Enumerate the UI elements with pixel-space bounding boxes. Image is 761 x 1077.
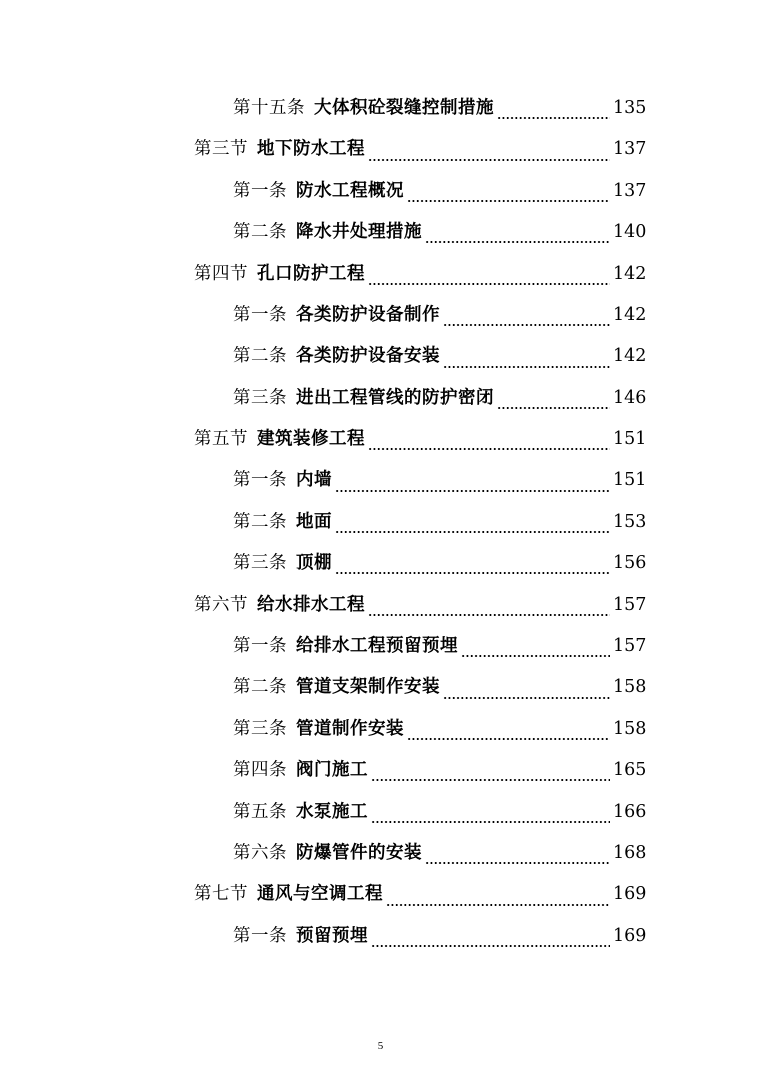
toc-entry-page-number: 166 — [613, 801, 647, 822]
toc-entry-number: 第三条 — [233, 553, 287, 574]
toc-entry-title: 防水工程概况 — [296, 180, 404, 201]
toc-entry-number: 第一条 — [233, 180, 287, 201]
toc-entry-page-number: 157 — [613, 594, 647, 615]
toc-entry-number: 第二条 — [233, 346, 287, 367]
toc-section-entry[interactable] — [0, 874, 761, 915]
toc-entry-number: 第五条 — [233, 801, 287, 822]
toc-entry-number: 第五节 — [194, 429, 248, 450]
toc-article-entry[interactable] — [0, 792, 761, 833]
toc-entry-number: 第四条 — [233, 760, 287, 781]
toc-entry-page-number: 158 — [613, 718, 647, 739]
toc-entry-title: 管道制作安装 — [296, 718, 404, 739]
toc-entry-number: 第二条 — [233, 677, 287, 698]
dot-leader — [443, 310, 610, 327]
toc-entry-page-number: 142 — [613, 304, 647, 325]
toc-article-entry[interactable] — [0, 502, 761, 543]
dot-leader — [407, 186, 610, 203]
dot-leader — [407, 724, 610, 741]
dot-leader — [443, 683, 610, 700]
dot-leader — [335, 558, 610, 575]
toc-entry-number: 第三条 — [233, 387, 287, 408]
dot-leader — [461, 641, 610, 658]
toc-entry-title: 防爆管件的安装 — [296, 842, 422, 863]
toc-article-entry[interactable] — [0, 461, 761, 502]
toc-entry-number: 第二条 — [233, 222, 287, 243]
toc-section-entry[interactable] — [0, 254, 761, 295]
page-number: 5 — [377, 1040, 384, 1052]
toc-entry-page-number: 169 — [613, 925, 647, 946]
toc-entry-title: 地面 — [296, 511, 332, 532]
toc-entry-title: 进出工程管线的防护密闭 — [296, 387, 494, 408]
toc-article-entry[interactable] — [0, 750, 761, 791]
toc-article-entry[interactable] — [0, 171, 761, 212]
toc-article-entry[interactable] — [0, 88, 761, 129]
table-of-contents — [0, 88, 761, 957]
toc-section-entry[interactable] — [0, 129, 761, 170]
dot-leader — [425, 848, 610, 865]
dot-leader — [443, 352, 610, 369]
toc-entry-title: 孔口防护工程 — [257, 263, 365, 284]
toc-entry-page-number: 156 — [613, 553, 647, 574]
toc-article-entry[interactable] — [0, 833, 761, 874]
toc-entry-page-number: 151 — [613, 429, 647, 450]
toc-article-entry[interactable] — [0, 378, 761, 419]
toc-entry-page-number: 142 — [613, 346, 647, 367]
toc-entry-number: 第三节 — [194, 139, 248, 160]
toc-article-entry[interactable] — [0, 626, 761, 667]
toc-entry-title: 给排水工程预留预埋 — [296, 636, 458, 657]
dot-leader — [371, 765, 610, 782]
toc-section-entry[interactable] — [0, 419, 761, 460]
toc-entry-number: 第二条 — [233, 511, 287, 532]
toc-entry-page-number: 169 — [613, 884, 647, 905]
dot-leader — [335, 517, 610, 534]
toc-entry-number: 第七节 — [194, 884, 248, 905]
toc-entry-number: 第一条 — [233, 304, 287, 325]
toc-entry-title: 各类防护设备安装 — [296, 346, 440, 367]
toc-entry-page-number: 158 — [613, 677, 647, 698]
toc-entry-page-number: 140 — [613, 222, 647, 243]
dot-leader — [368, 269, 610, 286]
toc-entry-number: 第三条 — [233, 718, 287, 739]
toc-entry-title: 地下防水工程 — [257, 139, 365, 160]
toc-article-entry[interactable] — [0, 543, 761, 584]
toc-article-entry[interactable] — [0, 336, 761, 377]
toc-article-entry[interactable] — [0, 709, 761, 750]
toc-entry-number: 第十五条 — [233, 97, 305, 118]
toc-entry-title: 给水排水工程 — [257, 594, 365, 615]
dot-leader — [497, 393, 610, 410]
toc-article-entry[interactable] — [0, 295, 761, 336]
toc-entry-number: 第一条 — [233, 636, 287, 657]
toc-entry-page-number: 165 — [613, 760, 647, 781]
toc-entry-page-number: 142 — [613, 263, 647, 284]
dot-leader — [425, 227, 610, 244]
toc-entry-title: 降水井处理措施 — [296, 222, 422, 243]
toc-entry-title: 预留预埋 — [296, 925, 368, 946]
toc-entry-page-number: 153 — [613, 511, 647, 532]
toc-article-entry[interactable] — [0, 667, 761, 708]
toc-entry-page-number: 137 — [613, 180, 647, 201]
toc-entry-title: 各类防护设备制作 — [296, 304, 440, 325]
dot-leader — [368, 600, 610, 617]
dot-leader — [368, 145, 610, 162]
toc-entry-title: 内墙 — [296, 470, 332, 491]
toc-entry-page-number: 146 — [613, 387, 647, 408]
toc-entry-title: 水泵施工 — [296, 801, 368, 822]
toc-entry-page-number: 157 — [613, 636, 647, 657]
toc-entry-page-number: 151 — [613, 470, 647, 491]
toc-article-entry[interactable] — [0, 916, 761, 957]
toc-entry-title: 顶棚 — [296, 553, 332, 574]
dot-leader — [497, 103, 610, 120]
toc-entry-title: 通风与空调工程 — [257, 884, 383, 905]
toc-entry-title: 建筑装修工程 — [257, 429, 365, 450]
toc-entry-number: 第一条 — [233, 925, 287, 946]
toc-entry-number: 第六节 — [194, 594, 248, 615]
dot-leader — [368, 434, 610, 451]
dot-leader — [386, 890, 610, 907]
toc-article-entry[interactable] — [0, 212, 761, 253]
dot-leader — [371, 807, 610, 824]
toc-entry-page-number: 137 — [613, 139, 647, 160]
toc-entry-page-number: 135 — [613, 97, 647, 118]
dot-leader — [371, 931, 610, 948]
toc-entry-title: 管道支架制作安装 — [296, 677, 440, 698]
toc-entry-number: 第一条 — [233, 470, 287, 491]
dot-leader — [335, 476, 610, 493]
toc-entry-number: 第六条 — [233, 842, 287, 863]
toc-section-entry[interactable] — [0, 585, 761, 626]
toc-entry-page-number: 168 — [613, 842, 647, 863]
toc-entry-title: 阀门施工 — [296, 760, 368, 781]
toc-entry-title: 大体积砼裂缝控制措施 — [314, 97, 494, 118]
toc-entry-number: 第四节 — [194, 263, 248, 284]
